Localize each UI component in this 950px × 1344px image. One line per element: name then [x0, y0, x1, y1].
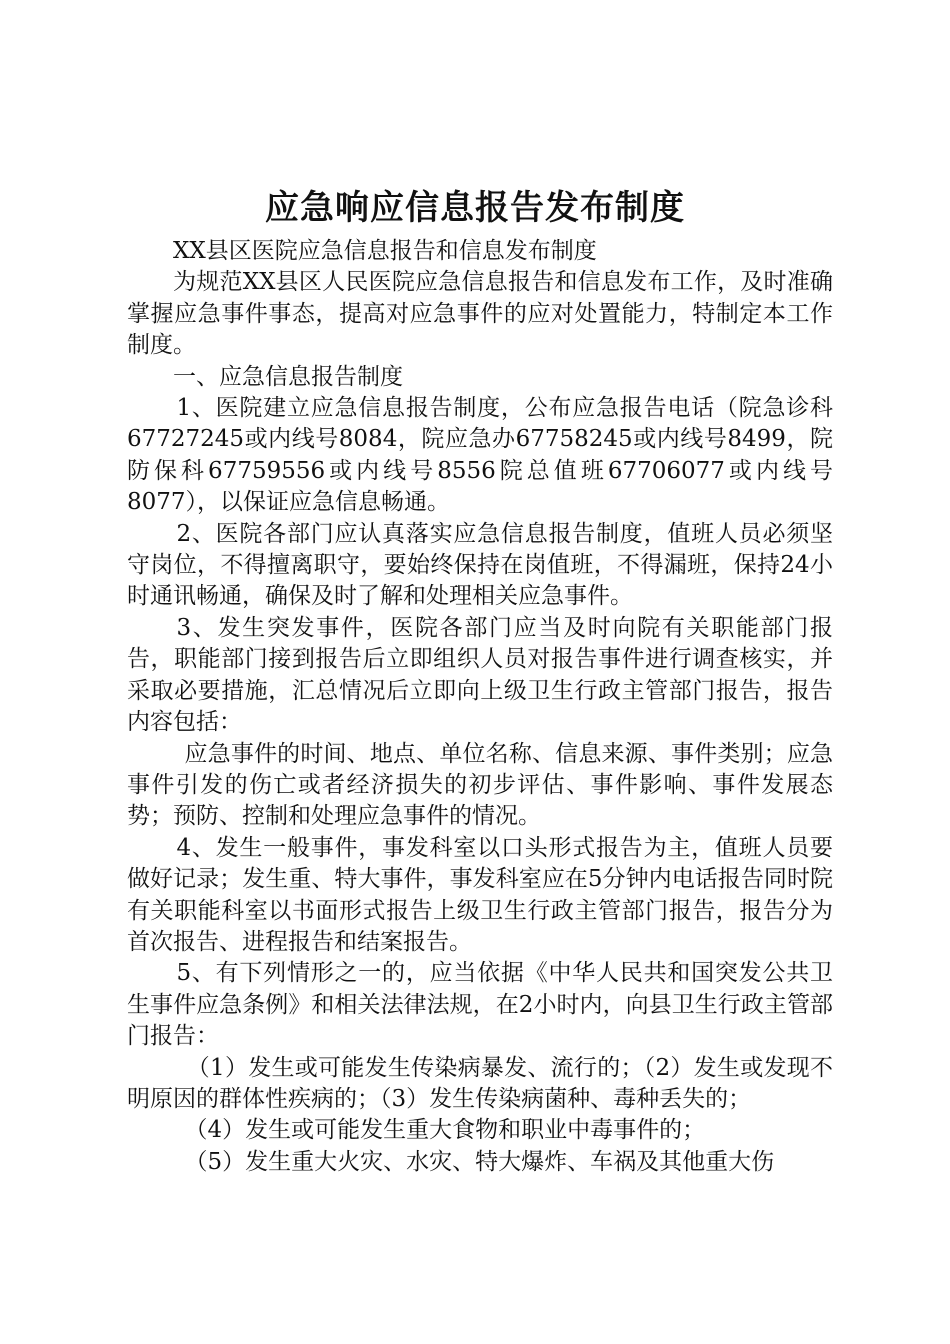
clause-1-paragraph: 1、医院建立应急信息报告制度，公布应急报告电话（院急诊科67727245或内线号8084，院应急办67758245或内线号8499，院防保科67759556或内线号8556院总值班67706077或内线号8077），以保证应急信息畅通。 — [127, 395, 833, 516]
report-content-paragraph: 应急事件的时间、地点、单位名称、信息来源、事件类别；应急事件引发的伤亡或者经济损失的初步评估、事件影响、事件发展态势；预防、控制和处理应急事件的情况。 — [127, 740, 833, 830]
section-heading: 一、应急信息报告制度 — [173, 363, 403, 390]
document-body — [127, 236, 833, 1178]
intro-paragraph: 为规范XX县区人民医院应急信息报告和信息发布工作，及时准确掌握应急事件事态，提高对应急事件的应对处置能力，特制定本工作制度。 — [127, 269, 833, 359]
clause-2-paragraph: 2、医院各部门应认真落实应急信息报告制度，值班人员必须坚守岗位，不得擅离职守，要始终保持在岗值班，不得漏班，保持24小时通讯畅通，确保及时了解和处理相关应急事件。 — [127, 520, 833, 610]
clause-3-paragraph: 3、发生突发事件，医院各部门应当及时向院有关职能部门报告，职能部门接到报告后立即组织人员对报告事件进行调查核实，并采取必要措施，汇总情况后立即向上级卫生行政主管部门报告，报告内容包括： — [127, 614, 833, 736]
situation-4-paragraph: （4）发生或可能发生重大食物和职业中毒事件的； — [184, 1117, 706, 1144]
situation-1-3-paragraph: （1）发生或可能发生传染病暴发、流行的；（2）发生或发现不明原因的群体性疾病的；（3）发生传染病菌种、毒种丢失的； — [127, 1054, 833, 1112]
document-title: 应急响应信息报告发布制度 — [265, 188, 685, 228]
situation-5-paragraph: （5）发生重大火灾、水灾、特大爆炸、车祸及其他重大伤 — [184, 1148, 775, 1175]
clause-5-paragraph: 5、有下列情形之一的，应当依据《中华人民共和国突发公共卫生事件应急条例》和相关法律法规，在2小时内，向县卫生行政主管部门报告： — [127, 960, 833, 1050]
subtitle-paragraph: XX县区医院应急信息报告和信息发布制度 — [173, 238, 597, 264]
clause-4-paragraph: 4、发生一般事件，事发科室以口头形式报告为主，值班人员要做好记录；发生重、特大事件，事发科室应在5分钟内电话报告同时院有关职能科室以书面形式报告上级卫生行政主管部门报告，报告分为首次报告、进程报告和结案报告。 — [127, 834, 833, 955]
